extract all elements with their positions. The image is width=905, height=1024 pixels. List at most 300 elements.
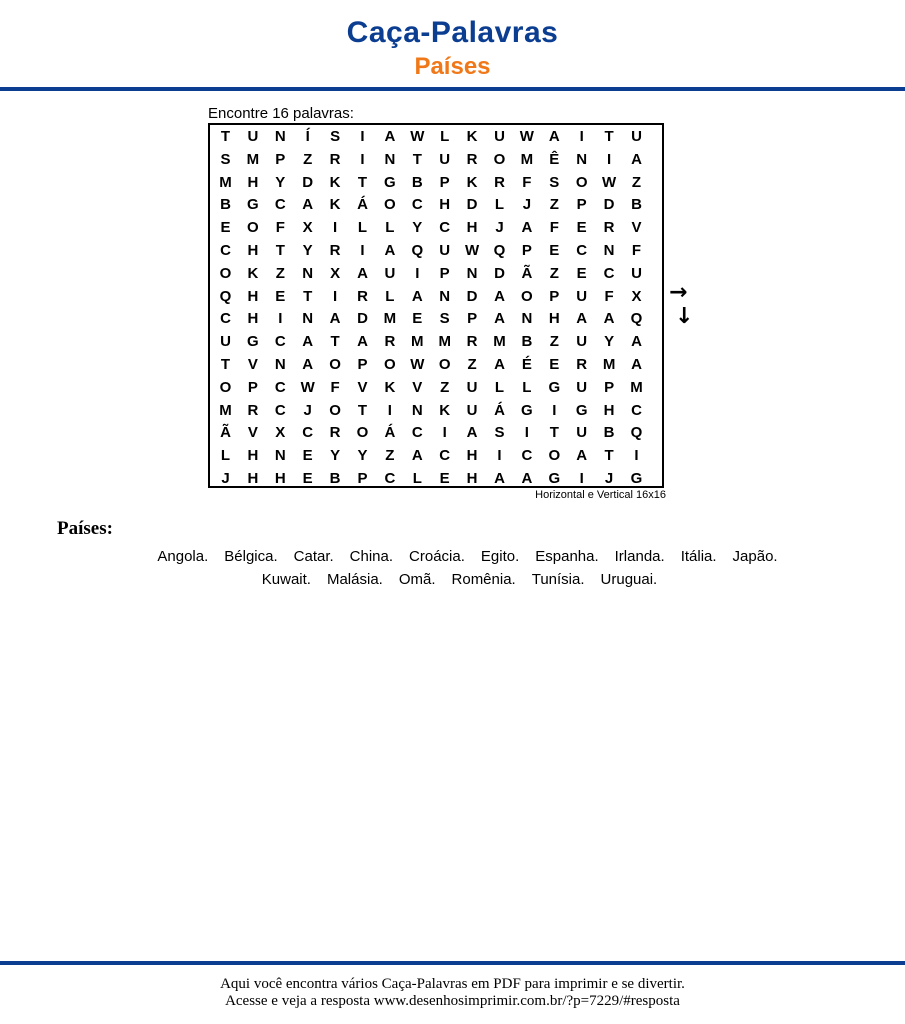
grid-letter[interactable]: U	[220, 333, 231, 351]
word-list-item: Tunísia.	[531, 571, 585, 588]
grid-letter[interactable]: Y	[275, 173, 286, 191]
grid-letter[interactable]: D	[466, 196, 478, 214]
grid-letter[interactable]: Q	[411, 242, 424, 259]
grid-letter[interactable]: Z	[549, 264, 559, 282]
grid-letter[interactable]: Z	[275, 264, 285, 282]
grid-letter[interactable]: S	[439, 310, 450, 328]
grid-letter[interactable]: G	[247, 196, 259, 214]
grid-letter[interactable]: T	[330, 333, 340, 351]
grid-letter[interactable]: T	[412, 150, 422, 168]
grid-letter[interactable]: U	[576, 333, 588, 351]
grid-letter[interactable]: H	[274, 470, 286, 487]
grid-letter[interactable]: R	[576, 356, 588, 373]
grid-letter[interactable]: P	[275, 150, 286, 168]
grid-row	[210, 444, 662, 467]
word-list-item: Egito.	[480, 548, 520, 565]
grid-letter[interactable]: G	[247, 333, 259, 351]
grid-row	[210, 125, 662, 148]
grid-letter[interactable]: U	[466, 378, 478, 396]
grid-letter[interactable]: W	[519, 128, 534, 145]
grid-letter[interactable]: I	[333, 287, 338, 305]
grid-letter[interactable]: H	[247, 242, 259, 259]
grid-letter[interactable]: X	[631, 287, 642, 305]
grid-letter[interactable]: W	[300, 378, 315, 396]
grid-row	[210, 307, 662, 330]
grid-letter[interactable]: J	[604, 470, 614, 487]
grid-letter[interactable]: G	[575, 401, 588, 419]
grid-letter[interactable]: F	[275, 219, 285, 237]
grid-letter[interactable]: O	[493, 150, 506, 168]
grid-letter[interactable]: M	[602, 356, 616, 373]
grid-letter[interactable]: A	[494, 287, 505, 305]
grid-letter[interactable]: E	[302, 470, 313, 487]
grid-letter[interactable]: A	[631, 150, 642, 168]
grid-letter[interactable]: H	[247, 470, 259, 487]
word-list-title: Países:	[57, 518, 113, 539]
grid-letter[interactable]: U	[576, 424, 588, 442]
grid-letter[interactable]: A	[521, 219, 533, 237]
grid-letter[interactable]: L	[412, 470, 422, 487]
grid-letter[interactable]: Z	[631, 173, 642, 191]
grid-letter[interactable]: R	[466, 150, 478, 168]
grid-letter[interactable]: J	[495, 219, 504, 237]
grid-letter[interactable]: C	[274, 196, 286, 214]
grid-letter[interactable]: A	[384, 128, 396, 145]
grid-letter[interactable]: W	[465, 242, 480, 259]
grid-letter[interactable]: T	[303, 287, 313, 305]
grid-letter[interactable]: E	[576, 264, 587, 282]
grid-letter[interactable]: E	[220, 219, 231, 237]
grid-letter[interactable]: R	[247, 401, 259, 419]
grid-letter[interactable]: T	[220, 128, 231, 145]
grid-letter[interactable]: T	[357, 401, 368, 419]
grid-letter[interactable]: A	[603, 310, 615, 328]
grid-letter[interactable]: N	[576, 150, 588, 168]
grid-letter[interactable]: I	[360, 128, 365, 145]
grid-letter[interactable]: M	[520, 150, 534, 168]
grid-letter[interactable]: Á	[357, 196, 368, 214]
grid-letter[interactable]: U	[576, 287, 588, 305]
grid-letter[interactable]: A	[521, 470, 533, 487]
grid-letter[interactable]: P	[357, 470, 368, 487]
grid-letter[interactable]: B	[220, 196, 231, 214]
grid-letter[interactable]: F	[330, 378, 340, 396]
grid-letter[interactable]: C	[521, 447, 533, 465]
grid-letter[interactable]: O	[219, 264, 232, 282]
grid-letter[interactable]: Q	[493, 242, 506, 259]
grid-letter[interactable]: F	[549, 219, 559, 237]
grid-letter[interactable]: L	[494, 196, 505, 214]
grid-letter[interactable]: N	[466, 264, 478, 282]
grid-letter[interactable]: U	[631, 128, 642, 145]
grid-letter[interactable]: K	[466, 128, 478, 145]
grid-row	[210, 239, 662, 262]
grid-letter[interactable]: D	[466, 287, 478, 305]
grid-row	[210, 421, 662, 444]
grid-letter[interactable]: W	[410, 128, 425, 145]
grid-letter[interactable]: E	[549, 242, 560, 259]
grid-letter[interactable]: C	[302, 424, 314, 442]
word-list-item: Uruguai.	[600, 571, 658, 588]
grid-letter[interactable]: M	[630, 378, 643, 396]
grid-letter[interactable]: E	[412, 310, 423, 328]
grid-letter[interactable]: A	[466, 424, 478, 442]
grid-letter[interactable]: N	[274, 447, 286, 465]
grid-letter[interactable]: U	[384, 264, 396, 282]
grid-letter[interactable]: H	[548, 310, 560, 328]
grid-letter[interactable]: Ã	[521, 264, 533, 282]
grid-letter[interactable]: H	[466, 447, 478, 465]
grid-letter[interactable]: H	[439, 196, 451, 214]
grid-letter[interactable]: Í	[305, 128, 310, 145]
grid-letter[interactable]: I	[333, 219, 338, 237]
grid-letter[interactable]: Y	[412, 219, 423, 237]
word-list-item: China.	[349, 548, 394, 565]
grid-letter[interactable]: Á	[494, 401, 505, 419]
grid-letter[interactable]: L	[385, 287, 395, 305]
grid-letter[interactable]: Q	[219, 287, 232, 305]
grid-letter[interactable]: F	[522, 173, 532, 191]
grid-letter[interactable]: E	[439, 470, 450, 487]
grid-letter[interactable]: A	[494, 356, 505, 373]
word-list-line-2	[0, 571, 905, 588]
grid-letter[interactable]: I	[607, 150, 612, 168]
grid-letter[interactable]: O	[384, 356, 396, 373]
grid-letter[interactable]: P	[549, 287, 560, 305]
grid-letter[interactable]: P	[467, 310, 478, 328]
grid-letter[interactable]: U	[631, 264, 642, 282]
grid-letter[interactable]: C	[220, 310, 231, 328]
grid-row	[210, 171, 662, 194]
grid-letter[interactable]: I	[552, 401, 557, 419]
grid-letter[interactable]: T	[549, 424, 559, 442]
grid-letter[interactable]: Q	[630, 424, 643, 442]
word-list-item: Omã.	[398, 571, 436, 588]
grid-letter[interactable]: I	[278, 310, 283, 328]
grid-letter[interactable]: K	[329, 173, 341, 191]
grid-letter[interactable]: C	[439, 447, 451, 465]
grid-letter[interactable]: N	[439, 287, 451, 305]
grid-letter[interactable]: T	[275, 242, 285, 259]
grid-letter[interactable]: E	[302, 447, 313, 465]
grid-letter[interactable]: P	[357, 356, 368, 373]
grid-letter[interactable]: O	[384, 196, 396, 214]
grid-row	[210, 376, 662, 399]
grid-letter[interactable]: L	[522, 378, 532, 396]
grid-letter[interactable]: T	[357, 173, 368, 191]
grid-letter[interactable]: R	[384, 333, 396, 351]
header-divider	[0, 87, 905, 91]
grid-letter[interactable]: D	[357, 310, 368, 328]
grid-letter[interactable]: M	[219, 401, 232, 419]
grid-letter[interactable]: H	[247, 173, 259, 191]
word-list-item: Romênia.	[451, 571, 516, 588]
grid-letter[interactable]: H	[603, 401, 615, 419]
word-list-item: Angola.	[157, 548, 209, 565]
grid-letter[interactable]: B	[603, 424, 615, 442]
grid-letter[interactable]: N	[603, 242, 615, 259]
grid-letter[interactable]: J	[303, 401, 312, 419]
grid-letter[interactable]: I	[415, 264, 420, 282]
grid-letter[interactable]: N	[411, 401, 423, 419]
grid-letter[interactable]: X	[275, 424, 286, 442]
grid-letter[interactable]: C	[384, 470, 396, 487]
grid-letter[interactable]: T	[604, 128, 614, 145]
word-list-item: Croácia.	[409, 548, 465, 565]
grid-letter[interactable]: I	[442, 424, 447, 442]
grid-letter[interactable]: O	[329, 401, 341, 419]
word-list-item: Itália.	[680, 548, 717, 565]
grid-letter[interactable]: N	[274, 128, 286, 145]
grid-letter[interactable]: Q	[630, 310, 643, 328]
grid-letter[interactable]: Z	[549, 196, 559, 214]
grid-letter[interactable]: Z	[385, 447, 395, 465]
grid-letter[interactable]: A	[494, 470, 505, 487]
grid-letter[interactable]: Ê	[549, 150, 560, 168]
word-list-item: Espanha.	[535, 548, 599, 565]
grid-letter[interactable]: N	[302, 264, 314, 282]
grid-row	[210, 148, 662, 171]
grid-letter[interactable]: O	[329, 356, 341, 373]
grid-letter[interactable]: H	[247, 447, 259, 465]
grid-letter[interactable]: A	[631, 356, 642, 373]
grid-letter[interactable]: H	[466, 470, 478, 487]
grid-letter[interactable]: A	[411, 447, 423, 465]
grid-letter[interactable]: U	[439, 150, 451, 168]
grid-letter[interactable]: O	[247, 219, 259, 237]
grid-letter[interactable]: K	[466, 173, 478, 191]
grid-letter[interactable]: R	[494, 173, 505, 191]
grid-letter[interactable]: P	[521, 242, 532, 259]
grid-letter[interactable]: P	[604, 378, 615, 396]
grid-letter[interactable]: I	[634, 447, 639, 465]
grid-letter[interactable]: É	[521, 356, 532, 373]
footer-text: Aqui você encontra vários Caça-Palavras em PDF para imprimir e se divertir.	[220, 976, 685, 992]
grid-letter[interactable]: D	[603, 196, 615, 214]
grid-letter[interactable]: O	[521, 287, 533, 305]
grid-letter[interactable]: P	[439, 264, 450, 282]
grid-letter[interactable]: W	[602, 173, 617, 191]
grid-letter[interactable]: C	[576, 242, 588, 259]
grid-letter[interactable]: O	[219, 378, 232, 396]
grid-letter[interactable]: K	[439, 401, 451, 419]
grid-letter[interactable]: H	[247, 287, 259, 305]
grid-letter[interactable]: C	[274, 378, 286, 396]
grid-letter[interactable]: K	[247, 264, 259, 282]
grid-letter[interactable]: I	[360, 150, 365, 168]
grid-letter[interactable]: A	[302, 196, 314, 214]
grid-letter[interactable]: C	[411, 196, 423, 214]
grid-letter[interactable]: K	[329, 196, 341, 214]
grid-letter[interactable]: P	[576, 196, 587, 214]
grid-letter[interactable]: U	[466, 401, 478, 419]
grid-letter[interactable]: C	[411, 424, 423, 442]
grid-letter[interactable]: U	[247, 128, 259, 145]
word-list-item: Catar.	[293, 548, 334, 565]
page-title: Caça-Palavras	[346, 16, 559, 49]
grid-letter[interactable]: B	[329, 470, 341, 487]
grid-letter[interactable]: G	[630, 470, 643, 487]
grid-letter[interactable]: A	[576, 310, 588, 328]
grid-letter[interactable]: U	[576, 378, 588, 396]
grid-letter[interactable]: E	[549, 356, 560, 373]
footer-divider	[0, 961, 905, 965]
grid-letter[interactable]: A	[384, 242, 396, 259]
grid-letter[interactable]: N	[521, 310, 533, 328]
grid-letter[interactable]: A	[357, 264, 368, 282]
grid-letter[interactable]: Á	[384, 424, 396, 442]
grid-letter[interactable]: T	[604, 447, 614, 465]
arrow-right-icon: →	[669, 280, 688, 305]
grid-letter[interactable]: Z	[440, 378, 450, 396]
grid-letter[interactable]: M	[438, 333, 451, 351]
grid-letter[interactable]: L	[385, 219, 395, 237]
grid-letter[interactable]: V	[247, 424, 258, 442]
grid-letter[interactable]: P	[247, 378, 258, 396]
grid-letter[interactable]: S	[330, 128, 341, 145]
word-list-item: Kuwait.	[261, 571, 311, 588]
grid-letter[interactable]: I	[524, 424, 529, 442]
grid-letter[interactable]: N	[302, 310, 314, 328]
grid-letter[interactable]: R	[329, 150, 341, 168]
grid-letter[interactable]: S	[494, 424, 505, 442]
grid-letter[interactable]: S	[220, 150, 231, 168]
grid-letter[interactable]: I	[579, 470, 584, 487]
grid-letter[interactable]: I	[579, 128, 584, 145]
grid-letter[interactable]: T	[220, 356, 231, 373]
grid-letter[interactable]: Z	[303, 150, 313, 168]
grid-letter[interactable]: E	[576, 219, 587, 237]
page-subtitle: Países	[414, 53, 491, 80]
puzzle-instruction: Encontre 16 palavras:	[208, 105, 354, 122]
grid-letter[interactable]: W	[410, 356, 425, 373]
arrow-down-icon: ↓	[675, 304, 694, 329]
grid-letter[interactable]: K	[384, 378, 396, 396]
grid-letter[interactable]: B	[521, 333, 533, 351]
grid-letter[interactable]: J	[522, 196, 532, 214]
grid-row	[210, 262, 662, 285]
grid-letter[interactable]: H	[247, 310, 259, 328]
grid-letter[interactable]: O	[438, 356, 451, 373]
grid-letter[interactable]: N	[384, 150, 396, 168]
grid-letter[interactable]: O	[356, 424, 369, 442]
word-list-item: Japão.	[732, 548, 778, 565]
grid-row	[210, 216, 662, 239]
grid-row	[210, 193, 662, 216]
word-list-item: Bélgica.	[224, 548, 278, 565]
grid-letter[interactable]: U	[439, 242, 451, 259]
grid-letter[interactable]: V	[631, 219, 642, 237]
grid-letter[interactable]: I	[497, 447, 502, 465]
grid-letter[interactable]: A	[494, 310, 505, 328]
grid-letter[interactable]: G	[548, 378, 561, 396]
grid-letter[interactable]: D	[494, 264, 505, 282]
grid-letter[interactable]: M	[246, 150, 260, 168]
grid-letter[interactable]: Y	[302, 242, 313, 259]
grid-row	[210, 353, 662, 376]
grid-letter[interactable]: O	[575, 173, 588, 191]
grid-letter[interactable]: L	[220, 447, 231, 465]
grid-letter[interactable]: V	[357, 378, 368, 396]
grid-letter[interactable]: C	[274, 333, 286, 351]
grid-letter[interactable]: A	[576, 447, 588, 465]
grid-letter[interactable]: F	[631, 242, 642, 259]
grid-letter[interactable]: M	[219, 173, 232, 191]
grid-letter[interactable]: C	[603, 264, 615, 282]
grid-info: Horizontal e Vertical 16x16	[535, 489, 666, 501]
grid-letter[interactable]: R	[329, 424, 341, 442]
grid-letter[interactable]: A	[329, 310, 341, 328]
grid-letter[interactable]: O	[548, 447, 561, 465]
grid-letter[interactable]: U	[494, 128, 505, 145]
grid-letter[interactable]: Y	[357, 447, 368, 465]
grid-letter[interactable]: I	[387, 401, 392, 419]
grid-letter[interactable]: R	[329, 242, 341, 259]
grid-letter[interactable]: X	[330, 264, 341, 282]
grid-letter[interactable]: Z	[549, 333, 559, 351]
grid-letter[interactable]: Z	[467, 356, 477, 373]
grid-letter[interactable]: M	[493, 333, 506, 351]
grid-letter[interactable]: G	[548, 470, 561, 487]
grid-letter[interactable]: V	[412, 378, 423, 396]
grid-letter[interactable]: A	[631, 333, 642, 351]
word-list-item: Irlanda.	[614, 548, 665, 565]
grid-letter[interactable]: I	[360, 242, 365, 259]
word-list-item: Malásia.	[326, 571, 383, 588]
grid-letter[interactable]: F	[604, 287, 614, 305]
grid-letter[interactable]: G	[384, 173, 396, 191]
grid-letter[interactable]: C	[274, 401, 286, 419]
grid-letter[interactable]: A	[357, 333, 368, 351]
grid-letter[interactable]: A	[411, 287, 423, 305]
grid-row	[210, 330, 662, 353]
grid-letter[interactable]: M	[411, 333, 424, 351]
grid-letter[interactable]: R	[466, 333, 478, 351]
grid-letter[interactable]: Y	[330, 447, 341, 465]
grid-row	[210, 467, 662, 490]
grid-letter[interactable]: R	[603, 219, 615, 237]
grid-letter[interactable]: H	[466, 219, 478, 237]
grid-letter[interactable]: B	[631, 196, 642, 214]
grid-letter[interactable]: D	[302, 173, 314, 191]
grid-letter[interactable]: E	[275, 287, 286, 305]
grid-letter[interactable]: S	[549, 173, 560, 191]
grid-letter[interactable]: A	[302, 356, 314, 373]
grid-letter[interactable]: A	[302, 333, 314, 351]
grid-letter[interactable]: M	[383, 310, 397, 328]
word-list-line-1	[0, 548, 905, 565]
grid-letter[interactable]: L	[357, 219, 368, 237]
grid-letter[interactable]: C	[631, 401, 642, 419]
grid-letter[interactable]: L	[440, 128, 450, 145]
grid-letter[interactable]: V	[247, 356, 258, 373]
grid-letter[interactable]: G	[521, 401, 533, 419]
grid-letter[interactable]: L	[494, 378, 505, 396]
grid-letter[interactable]: R	[357, 287, 368, 305]
grid-letter[interactable]: J	[221, 470, 230, 487]
grid-letter[interactable]: N	[274, 356, 286, 373]
grid-letter[interactable]: Ã	[220, 424, 231, 442]
grid-letter[interactable]: B	[411, 173, 423, 191]
grid-letter[interactable]: C	[220, 242, 231, 259]
grid-row	[210, 399, 662, 422]
grid-row	[210, 285, 662, 308]
grid-letter[interactable]: X	[302, 219, 313, 237]
grid-letter[interactable]: C	[439, 219, 451, 237]
grid-letter[interactable]: Y	[604, 333, 615, 351]
grid-letter[interactable]: A	[548, 128, 560, 145]
grid-letter[interactable]: P	[439, 173, 450, 191]
